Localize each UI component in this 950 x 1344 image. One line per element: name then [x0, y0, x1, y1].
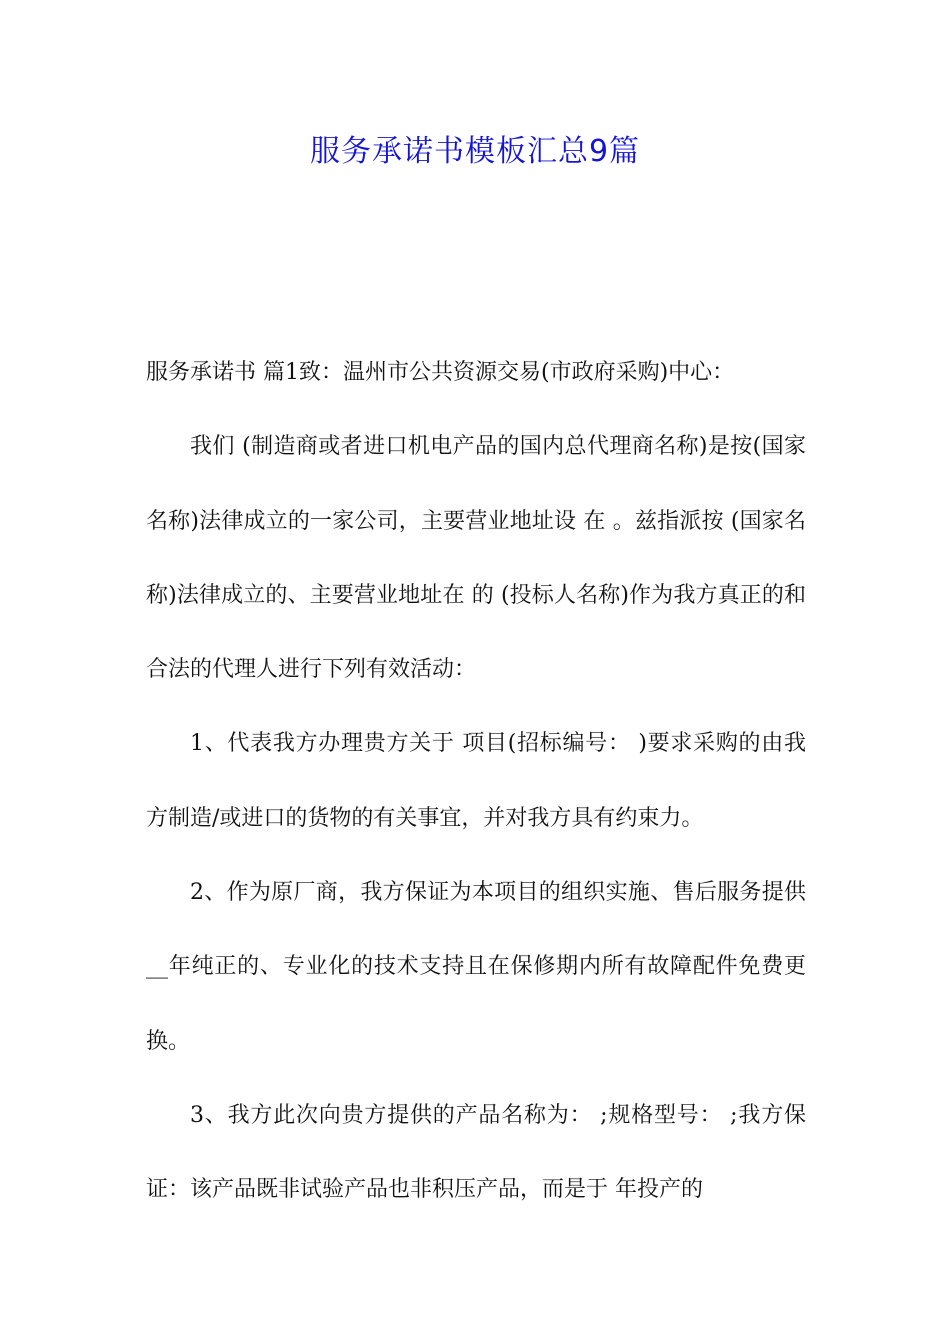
- paragraph-3: 1、代表我方办理贵方关于 项目(招标编号： )要求采购的由我方制造/或进口的货物的有关事宜，并对我方具有约束力。: [146, 731, 806, 831]
- paragraph-4: 2、作为原厂商，我方保证为本项目的组织实施、售后服务提供__年纯正的、专业化的技术支持且在保修期内所有故障配件免费更换。: [146, 880, 806, 1054]
- paragraph-1: 服务承诺书 篇1致：温州市公共资源交易(市政府采购)中心：: [146, 360, 735, 385]
- paragraph-5: 3、我方此次向贵方提供的产品名称为： ;规格型号： ;我方保证：该产品既非试验产品也非积压产品，而是于 年投产的: [146, 1102, 806, 1203]
- document-title: 服务承诺书模板汇总9篇: [309, 134, 641, 169]
- paragraph-2: 我们 (制造商或者进口机电产品的国内总代理商名称)是按(国家名称)法律成立的一家公司，主要营业地址设 在 。兹指派按 (国家名称)法律成立的、主要营业地址在 的 (投标人名称)作为我方真正的和合法的代理人进行下列有效活动：: [146, 434, 806, 683]
- document-body: [146, 336, 806, 1228]
